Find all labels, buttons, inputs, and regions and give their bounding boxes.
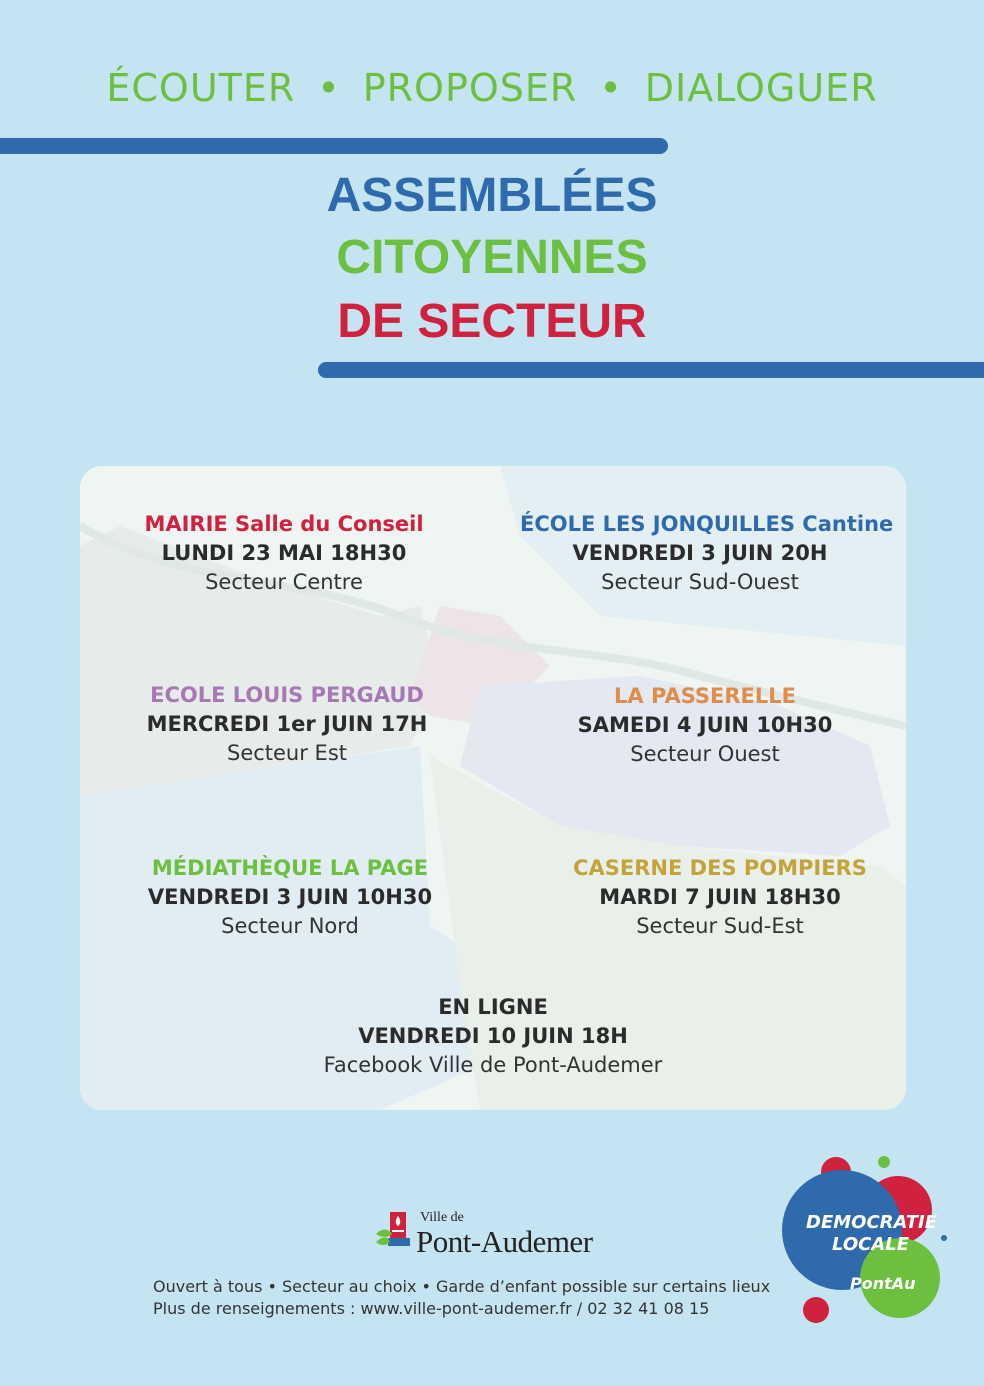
event-place-name: CASERNE DES POMPIERS <box>573 856 867 880</box>
event-caserne-pompiers <box>555 854 885 941</box>
event-place <box>130 854 450 883</box>
democratie-locale-badge <box>780 1150 950 1330</box>
event-sector: Facebook Ville de Pont-Audemer <box>323 1053 663 1077</box>
event-place-name: ÉCOLE LES JONQUILLES <box>520 512 795 536</box>
event-place <box>144 510 424 539</box>
event-sector: Secteur Est <box>226 741 347 765</box>
event-en-ligne <box>293 993 693 1080</box>
event-ecole-louis-pergaud <box>130 681 444 768</box>
event-date: VENDREDI 3 JUIN 10H30 <box>147 885 433 909</box>
event-place-name: MÉDIATHÈQUE LA PAGE <box>151 856 429 880</box>
event-place <box>520 510 894 539</box>
footer-contact-line: Plus de renseignements : www.ville-pont-audemer.fr / 02 32 41 08 15 <box>153 1299 710 1318</box>
top-divider-bar <box>0 138 668 154</box>
event-place-sub: Salle du Conseil <box>227 512 424 536</box>
logo-town-name: Pont-Audemer <box>416 1224 593 1259</box>
event-place <box>550 682 860 711</box>
event-la-passerelle <box>550 682 860 769</box>
event-sector: Secteur Nord <box>221 914 359 938</box>
coat-of-arms-icon <box>376 1212 412 1252</box>
title-line-2: CITOYENNES <box>336 231 648 284</box>
event-sector: Secteur Sud-Ouest <box>601 570 799 594</box>
logo-ville-de: Ville de <box>420 1210 464 1225</box>
tagline-separator: • <box>317 66 341 110</box>
event-date: VENDREDI 10 JUIN 18H <box>358 1024 628 1048</box>
event-mediatheque <box>130 854 450 941</box>
title-line-3: DE SECTEUR <box>337 295 647 348</box>
tagline-proposer: PROPOSER <box>362 66 578 110</box>
tagline-ecouter: ÉCOUTER <box>106 66 296 110</box>
event-place-name: LA PASSERELLE <box>614 684 796 708</box>
event-ecole-jonquilles <box>520 510 894 597</box>
event-sector: Secteur Ouest <box>630 742 780 766</box>
event-date: LUNDI 23 MAI 18H30 <box>161 541 407 565</box>
event-place-name: MAIRIE <box>144 512 228 536</box>
event-place <box>555 854 885 883</box>
event-mairie <box>144 510 424 597</box>
event-date: SAMEDI 4 JUIN 10H30 <box>577 713 833 737</box>
badge-line-3: PontAu <box>850 1274 916 1293</box>
badge-line-2: LOCALE <box>832 1234 910 1255</box>
title-line-1: ASSEMBLÉES <box>326 169 658 222</box>
footer-info-line: Ouvert à tous • Secteur au choix • Garde d’enfant possible sur certains lieux <box>153 1277 771 1296</box>
event-place-name: EN LIGNE <box>438 995 548 1019</box>
tagline-separator: • <box>599 66 623 110</box>
event-sector: Secteur Centre <box>205 570 363 594</box>
event-date: VENDREDI 3 JUIN 20H <box>572 541 828 565</box>
event-place-name: ECOLE LOUIS PERGAUD <box>150 683 424 707</box>
event-place <box>130 681 444 710</box>
bottom-divider-bar <box>318 362 984 378</box>
event-date: MARDI 7 JUIN 18H30 <box>599 885 841 909</box>
schedule-card <box>80 466 906 1110</box>
event-place <box>293 993 693 1022</box>
event-date: MERCREDI 1er JUIN 17H <box>146 712 428 736</box>
tagline <box>0 66 984 110</box>
event-sector: Secteur Sud-Est <box>636 914 804 938</box>
event-place-sub: Cantine <box>795 512 894 536</box>
tagline-dialoguer: DIALOGUER <box>644 66 878 110</box>
badge-line-1: DEMOCRATIE <box>806 1212 938 1233</box>
